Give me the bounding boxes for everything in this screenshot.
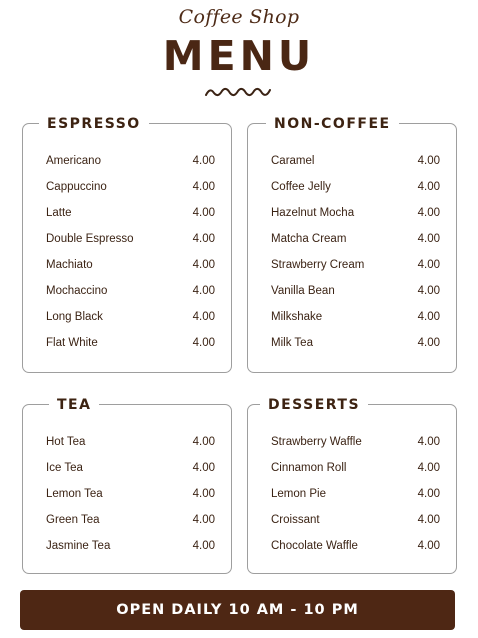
item-price: 4.00 bbox=[192, 233, 215, 245]
item-name: Americano bbox=[46, 155, 101, 167]
item-name: Coffee Jelly bbox=[271, 181, 331, 193]
menu-item bbox=[248, 533, 456, 559]
item-price: 4.00 bbox=[417, 488, 440, 500]
item-name: Matcha Cream bbox=[271, 233, 347, 245]
menu-item bbox=[23, 278, 231, 304]
item-price: 4.00 bbox=[417, 514, 440, 526]
item-price: 4.00 bbox=[417, 540, 440, 552]
menu-subtitle: Coffee Shop bbox=[178, 6, 300, 28]
menu-item bbox=[23, 533, 231, 559]
item-price: 4.00 bbox=[417, 436, 440, 448]
menu-item bbox=[248, 148, 456, 174]
item-name: Lemon Tea bbox=[46, 488, 103, 500]
item-price: 4.00 bbox=[417, 285, 440, 297]
item-price: 4.00 bbox=[192, 155, 215, 167]
item-price: 4.00 bbox=[417, 259, 440, 271]
menu-item bbox=[23, 507, 231, 533]
menu-item bbox=[248, 330, 456, 356]
item-name: Strawberry Waffle bbox=[271, 436, 362, 448]
section-title: DESSERTS bbox=[260, 395, 368, 415]
menu-item bbox=[248, 278, 456, 304]
item-price: 4.00 bbox=[192, 337, 215, 349]
wave-divider-icon bbox=[205, 86, 271, 98]
item-name: Milk Tea bbox=[271, 337, 313, 349]
menu-item bbox=[248, 455, 456, 481]
menu-item bbox=[248, 252, 456, 278]
item-name: Caramel bbox=[271, 155, 315, 167]
menu-item bbox=[248, 481, 456, 507]
item-price: 4.00 bbox=[192, 514, 215, 526]
item-price: 4.00 bbox=[192, 311, 215, 323]
item-name: Mochaccino bbox=[46, 285, 108, 297]
item-price: 4.00 bbox=[192, 285, 215, 297]
section-title: NON-COFFEE bbox=[266, 114, 399, 134]
item-price: 4.00 bbox=[417, 207, 440, 219]
menu-item bbox=[248, 174, 456, 200]
opening-hours-banner: OPEN DAILY 10 AM - 10 PM bbox=[20, 590, 455, 630]
item-name: Cappuccino bbox=[46, 181, 107, 193]
item-price: 4.00 bbox=[192, 462, 215, 474]
menu-item bbox=[23, 226, 231, 252]
menu-item bbox=[23, 429, 231, 455]
menu-section-desserts bbox=[247, 397, 457, 574]
item-name: Hazelnut Mocha bbox=[271, 207, 355, 219]
item-name: Croissant bbox=[271, 514, 320, 526]
menu-item bbox=[23, 481, 231, 507]
menu-item bbox=[248, 304, 456, 330]
item-name: Latte bbox=[46, 207, 72, 219]
item-name: Double Espresso bbox=[46, 233, 134, 245]
menu-item bbox=[23, 304, 231, 330]
menu-item bbox=[23, 330, 231, 356]
item-price: 4.00 bbox=[192, 259, 215, 271]
menu-section-non-coffee bbox=[247, 116, 457, 373]
menu-section-espresso bbox=[22, 116, 232, 373]
item-name: Machiato bbox=[46, 259, 93, 271]
menu-item bbox=[248, 507, 456, 533]
menu-item bbox=[23, 174, 231, 200]
item-price: 4.00 bbox=[417, 233, 440, 245]
item-name: Milkshake bbox=[271, 311, 323, 323]
item-name: Flat White bbox=[46, 337, 98, 349]
item-price: 4.00 bbox=[192, 181, 215, 193]
menu-item bbox=[248, 429, 456, 455]
item-price: 4.00 bbox=[192, 436, 215, 448]
item-name: Ice Tea bbox=[46, 462, 83, 474]
item-name: Strawberry Cream bbox=[271, 259, 365, 271]
item-name: Green Tea bbox=[46, 514, 100, 526]
item-name: Hot Tea bbox=[46, 436, 86, 448]
item-price: 4.00 bbox=[417, 462, 440, 474]
item-name: Cinnamon Roll bbox=[271, 462, 347, 474]
item-price: 4.00 bbox=[417, 155, 440, 167]
section-title: TEA bbox=[49, 395, 99, 415]
item-name: Vanilla Bean bbox=[271, 285, 335, 297]
menu-item bbox=[23, 200, 231, 226]
item-price: 4.00 bbox=[192, 207, 215, 219]
menu-item bbox=[23, 252, 231, 278]
item-price: 4.00 bbox=[192, 488, 215, 500]
item-price: 4.00 bbox=[417, 181, 440, 193]
menu-item bbox=[248, 200, 456, 226]
item-name: Lemon Pie bbox=[271, 488, 326, 500]
item-price: 4.00 bbox=[417, 337, 440, 349]
item-name: Jasmine Tea bbox=[46, 540, 111, 552]
section-title: ESPRESSO bbox=[39, 114, 149, 134]
menu-title: MENU bbox=[162, 32, 316, 80]
menu-item bbox=[23, 455, 231, 481]
item-name: Chocolate Waffle bbox=[271, 540, 358, 552]
menu-section-tea bbox=[22, 397, 232, 574]
menu-item bbox=[248, 226, 456, 252]
item-name: Long Black bbox=[46, 311, 103, 323]
menu-item bbox=[23, 148, 231, 174]
item-price: 4.00 bbox=[192, 540, 215, 552]
item-price: 4.00 bbox=[417, 311, 440, 323]
